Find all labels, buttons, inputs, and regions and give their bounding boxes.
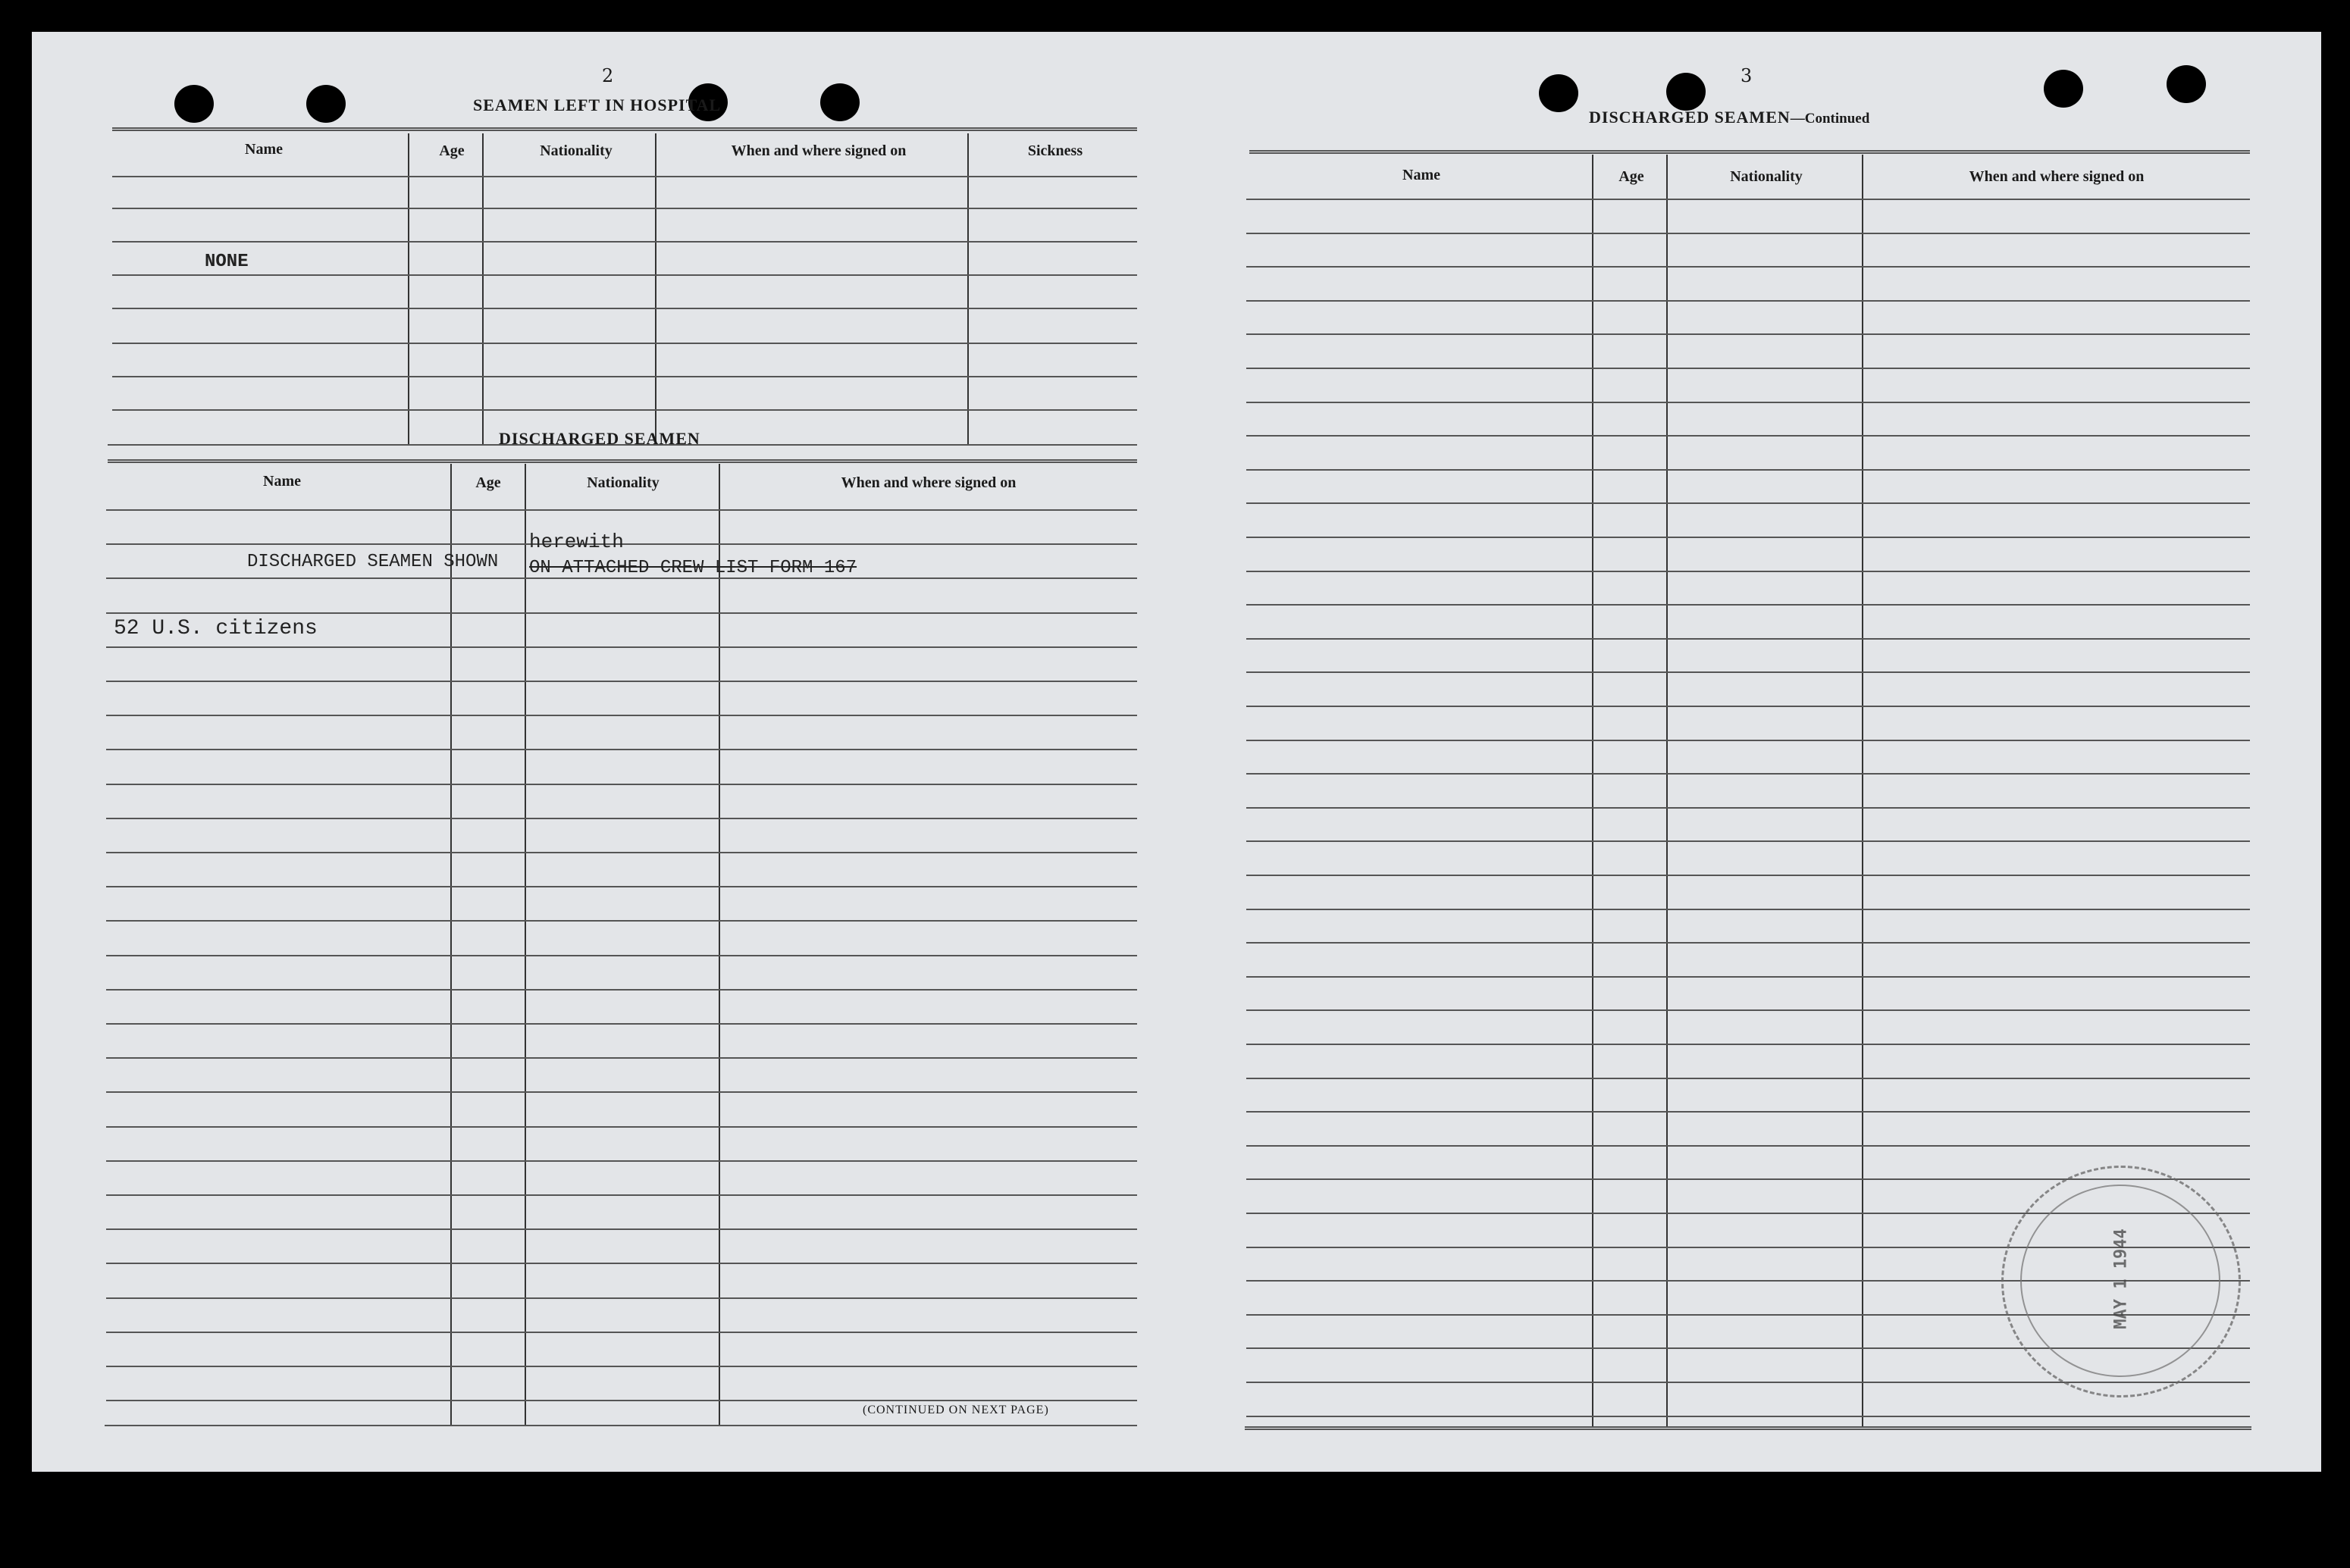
table-row-line <box>106 1332 1137 1333</box>
table-top-rule <box>1249 150 2250 154</box>
table-row-line <box>1246 368 2250 369</box>
table-row-line <box>1246 706 2250 707</box>
page-number-right: 3 <box>1741 65 1753 86</box>
table-bottom-rule <box>1245 1426 2251 1430</box>
table-row-line <box>106 1263 1137 1264</box>
table-bottom-rule <box>105 1425 1137 1426</box>
table-row-line <box>106 1228 1137 1230</box>
continued-footer: (CONTINUED ON NEXT PAGE) <box>863 1404 1049 1416</box>
column-header-sickness: Sickness <box>1027 142 1083 159</box>
table-top-rule <box>108 459 1137 463</box>
table-row-line <box>1246 807 2250 809</box>
table-row-line <box>1246 773 2250 775</box>
column-header-name: Name <box>263 473 301 490</box>
punch-hole <box>2044 70 2083 108</box>
table-row-line <box>106 1194 1137 1196</box>
column-divider <box>967 133 969 444</box>
title-main: DISCHARGED SEAMEN <box>1589 108 1791 127</box>
table-row-line <box>112 308 1137 309</box>
column-divider <box>655 133 656 444</box>
table-row-line <box>112 241 1137 243</box>
typed-insertion-herewith: herewith <box>529 530 624 553</box>
table-row-line <box>106 955 1137 956</box>
column-header-signed-on: When and where signed on <box>731 142 907 159</box>
table-row-line <box>1246 402 2250 403</box>
table-row-line <box>1246 740 2250 741</box>
table-row-line <box>106 1366 1137 1367</box>
table-row-line <box>106 1400 1137 1401</box>
discharged-continued-title <box>1589 108 1869 127</box>
table-row-line <box>106 612 1137 614</box>
column-divider <box>408 133 409 444</box>
punch-hole <box>306 85 346 123</box>
table-row-line <box>1246 638 2250 640</box>
column-header-signed-on: When and where signed on <box>841 474 1017 491</box>
column-divider <box>482 133 484 444</box>
table-row-line <box>112 176 1137 177</box>
table-top-rule <box>112 127 1137 131</box>
table-row-line <box>1246 233 2250 234</box>
table-row-line <box>1246 604 2250 606</box>
punch-hole <box>1539 74 1578 112</box>
column-divider <box>450 464 452 1425</box>
table-row-line <box>106 784 1137 785</box>
table-row-line <box>112 343 1137 344</box>
table-row-line <box>1246 1416 2250 1417</box>
table-row-line <box>1246 199 2250 200</box>
table-row-line <box>106 509 1137 511</box>
table-row-line <box>1246 435 2250 437</box>
hospital-section-title: SEAMEN LEFT IN HOSPITAL <box>473 95 722 114</box>
table-row-line <box>112 409 1137 411</box>
punch-hole <box>174 85 214 123</box>
table-row-line <box>106 886 1137 887</box>
column-divider <box>1666 155 1668 1426</box>
table-row-line <box>1246 909 2250 910</box>
column-header-signed-on: When and where signed on <box>1969 168 2145 185</box>
table-row-line <box>106 1091 1137 1093</box>
table-row-line <box>1246 942 2250 944</box>
table-row-line <box>1246 976 2250 978</box>
punch-hole <box>1666 73 1706 111</box>
table-row-line <box>106 1126 1137 1128</box>
table-row-line <box>1246 671 2250 673</box>
table-row-line <box>106 681 1137 682</box>
title-suffix: —Continued <box>1790 111 1870 127</box>
column-divider <box>525 464 526 1425</box>
column-header-name: Name <box>245 141 283 158</box>
table-row-line <box>1246 469 2250 471</box>
table-row-line <box>1246 502 2250 504</box>
table-row-line <box>1246 537 2250 538</box>
document-sheet <box>32 32 2321 1472</box>
typed-count-note: 52 U.S. citizens <box>114 617 318 640</box>
column-divider <box>719 464 720 1425</box>
table-row-line <box>1246 1044 2250 1045</box>
table-row-line <box>1246 840 2250 842</box>
hospital-entry-none: NONE <box>205 252 249 272</box>
table-row-line <box>112 208 1137 209</box>
table-row-line <box>1246 1145 2250 1147</box>
table-row-line <box>1246 300 2250 302</box>
table-row-line <box>1246 333 2250 335</box>
table-row-line <box>106 989 1137 991</box>
column-divider <box>1862 155 1863 1426</box>
column-header-nationality: Nationality <box>1730 168 1803 185</box>
table-row-line <box>1246 1009 2250 1011</box>
table-row-line <box>1246 571 2250 572</box>
column-header-nationality: Nationality <box>540 142 613 159</box>
column-header-age: Age <box>475 474 501 491</box>
table-row-line <box>1246 1078 2250 1079</box>
column-header-age: Age <box>1618 168 1644 185</box>
table-row-line <box>106 1057 1137 1059</box>
punch-hole <box>2167 65 2206 103</box>
table-row-line <box>106 1297 1137 1299</box>
table-row-line <box>106 749 1137 750</box>
table-row-line <box>106 818 1137 819</box>
column-header-name: Name <box>1402 167 1440 183</box>
column-header-age: Age <box>439 142 465 159</box>
punch-hole <box>820 83 860 121</box>
date-stamp <box>2001 1166 2241 1397</box>
table-row-line <box>106 852 1137 853</box>
table-row-line <box>106 920 1137 922</box>
table-row-line <box>1246 1111 2250 1113</box>
discharged-section-title: DISCHARGED SEAMEN <box>499 429 700 448</box>
table-row-line <box>112 376 1137 377</box>
table-row-line <box>106 715 1137 716</box>
column-divider <box>1592 155 1593 1426</box>
typed-discharged-line: DISCHARGED SEAMEN SHOWN <box>247 552 499 572</box>
table-row-line <box>106 1023 1137 1025</box>
column-header-nationality: Nationality <box>587 474 660 491</box>
table-row-line <box>1246 875 2250 876</box>
table-row-line <box>106 646 1137 648</box>
table-row-line <box>112 274 1137 276</box>
page-number-left: 2 <box>602 65 614 86</box>
struck-crew-list-reference: ON ATTACHED CREW LIST FORM 167 <box>529 558 857 578</box>
table-row-line <box>106 1160 1137 1162</box>
table-row-line <box>1246 266 2250 268</box>
stamp-date: MAY 1 1944 <box>2111 1228 2131 1329</box>
